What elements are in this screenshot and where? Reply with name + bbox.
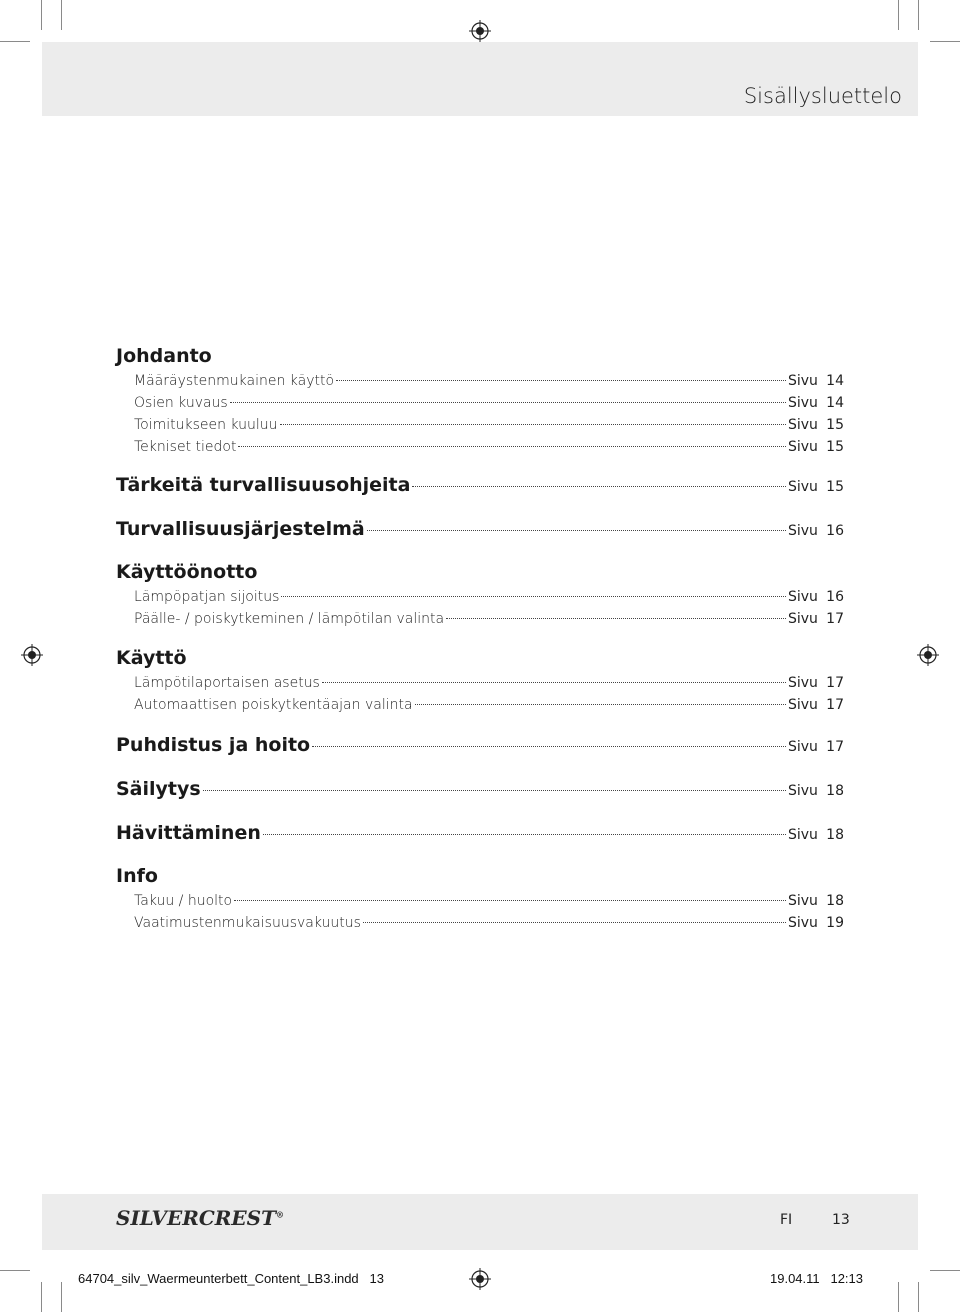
crop-mark (41, 1282, 42, 1312)
toc-entry[interactable] (116, 514, 844, 544)
toc-entry[interactable] (116, 470, 844, 500)
crop-mark (41, 0, 42, 30)
crop-mark (898, 1282, 899, 1312)
toc-entry[interactable] (116, 818, 844, 848)
toc-entry-label: Puhdistus ja hoito (116, 734, 311, 756)
toc-entry-page: 17 (826, 697, 844, 713)
toc-entry-label: Tärkeitä turvallisuusohjeita (116, 474, 411, 496)
toc-entry-label: Toimitukseen kuuluu (134, 417, 278, 433)
brand-logo: SILVERCREST® (116, 1206, 284, 1230)
toc-entry[interactable] (134, 392, 844, 414)
toc-entry-page: 18 (826, 893, 844, 909)
crop-mark (930, 1270, 960, 1271)
page-footer (42, 1194, 918, 1250)
print-slug-file: 64704_silv_Waermeunterbett_Content_LB3.indd 13 (78, 1271, 384, 1286)
print-slug-date: 19.04.11 12:13 (770, 1271, 864, 1286)
toc-entry-label: Lämpöpatjan sijoitus (134, 589, 280, 605)
toc-entry[interactable] (134, 672, 844, 694)
toc-entry-page: 17 (826, 675, 844, 691)
toc-entry-sivu: Sivu (788, 611, 818, 627)
toc-entry-sivu: Sivu (788, 417, 818, 433)
dot-leader (203, 790, 786, 791)
toc-entry-sivu: Sivu (788, 675, 818, 691)
dot-leader (446, 618, 786, 619)
toc-entry-page: 16 (826, 589, 844, 605)
registration-mark-icon (21, 644, 43, 666)
dot-leader (363, 922, 786, 923)
page-number: 13 (832, 1212, 850, 1228)
toc-entry[interactable] (134, 436, 844, 458)
toc-entry-label: Takuu / huolto (134, 893, 233, 909)
toc-entry-label: Lämpötilaportaisen asetus (134, 675, 320, 691)
dot-leader (336, 380, 786, 381)
toc-entry-label: Hävittäminen (116, 822, 261, 844)
dot-leader (322, 682, 786, 683)
toc-entry-label: Turvallisuusjärjestelmä (116, 518, 365, 540)
table-of-contents (116, 342, 844, 934)
toc-entry-sivu: Sivu (788, 827, 818, 843)
registration-mark-icon (469, 1268, 491, 1290)
toc-entry-label: Osien kuvaus (134, 395, 228, 411)
toc-entry[interactable] (134, 890, 844, 912)
toc-entry-label: Vaatimustenmukaisuusvakuutus (134, 915, 361, 931)
crop-mark (0, 1270, 30, 1271)
toc-entry-sivu: Sivu (788, 439, 818, 455)
section-heading: Johdanto (116, 345, 212, 367)
toc-entry[interactable] (134, 608, 844, 630)
crop-mark (61, 0, 62, 30)
toc-entry-label: Tekniset tiedot (134, 439, 237, 455)
crop-mark (930, 41, 960, 42)
crop-mark (898, 0, 899, 30)
toc-entry-page: 14 (826, 395, 844, 411)
toc-entry-page: 16 (826, 523, 844, 539)
crop-mark (918, 1282, 919, 1312)
toc-entry-page: 18 (826, 783, 844, 799)
crop-mark (0, 41, 30, 42)
toc-entry[interactable] (116, 730, 844, 760)
toc-entry-page: 14 (826, 373, 844, 389)
toc-entry-sivu: Sivu (788, 739, 818, 755)
toc-entry[interactable] (134, 694, 844, 716)
brand-logo-text: SILVERCREST (116, 1206, 276, 1230)
toc-entry[interactable] (134, 586, 844, 608)
toc-entry-page: 17 (826, 739, 844, 755)
dot-leader (238, 446, 786, 447)
dot-leader (234, 900, 786, 901)
dot-leader (263, 834, 786, 835)
toc-entry-page: 17 (826, 611, 844, 627)
section-heading: Käyttö (116, 647, 187, 669)
dot-leader (415, 704, 786, 705)
toc-entry-page: 15 (826, 479, 844, 495)
toc-entry-sivu: Sivu (788, 373, 818, 389)
toc-entry-label: Määräystenmukainen käyttö (134, 373, 335, 389)
dot-leader (280, 424, 786, 425)
section-heading: Info (116, 865, 158, 887)
dot-leader (281, 596, 786, 597)
toc-entry-sivu: Sivu (788, 783, 818, 799)
toc-entry-sivu: Sivu (788, 395, 818, 411)
language-code: FI (780, 1212, 793, 1228)
page-header (42, 42, 918, 116)
toc-entry-sivu: Sivu (788, 915, 818, 931)
dot-leader (312, 746, 786, 747)
toc-entry-page: 19 (826, 915, 844, 931)
toc-entry[interactable] (134, 912, 844, 934)
registration-mark-icon (917, 644, 939, 666)
toc-entry-page: 18 (826, 827, 844, 843)
dot-leader (412, 486, 786, 487)
toc-entry-sivu: Sivu (788, 479, 818, 495)
section-heading: Käyttöönotto (116, 561, 258, 583)
toc-entry-label: Päälle- / poiskytkeminen / lämpötilan valinta (134, 611, 445, 627)
toc-entry[interactable] (134, 370, 844, 392)
crop-mark (918, 0, 919, 30)
toc-entry-sivu: Sivu (788, 697, 818, 713)
page-title: Sisällysluettelo (743, 84, 902, 108)
toc-entry-sivu: Sivu (788, 589, 818, 605)
toc-entry-sivu: Sivu (788, 523, 818, 539)
toc-entry-page: 15 (826, 439, 844, 455)
toc-entry[interactable] (116, 774, 844, 804)
registration-mark-icon (469, 20, 491, 42)
toc-entry-label: Automaattisen poiskytkentäajan valinta (134, 697, 413, 713)
toc-entry-label: Säilytys (116, 778, 201, 800)
crop-mark (61, 1282, 62, 1312)
dot-leader (367, 530, 786, 531)
toc-entry[interactable] (134, 414, 844, 436)
dot-leader (230, 402, 786, 403)
toc-entry-page: 15 (826, 417, 844, 433)
toc-entry-sivu: Sivu (788, 893, 818, 909)
